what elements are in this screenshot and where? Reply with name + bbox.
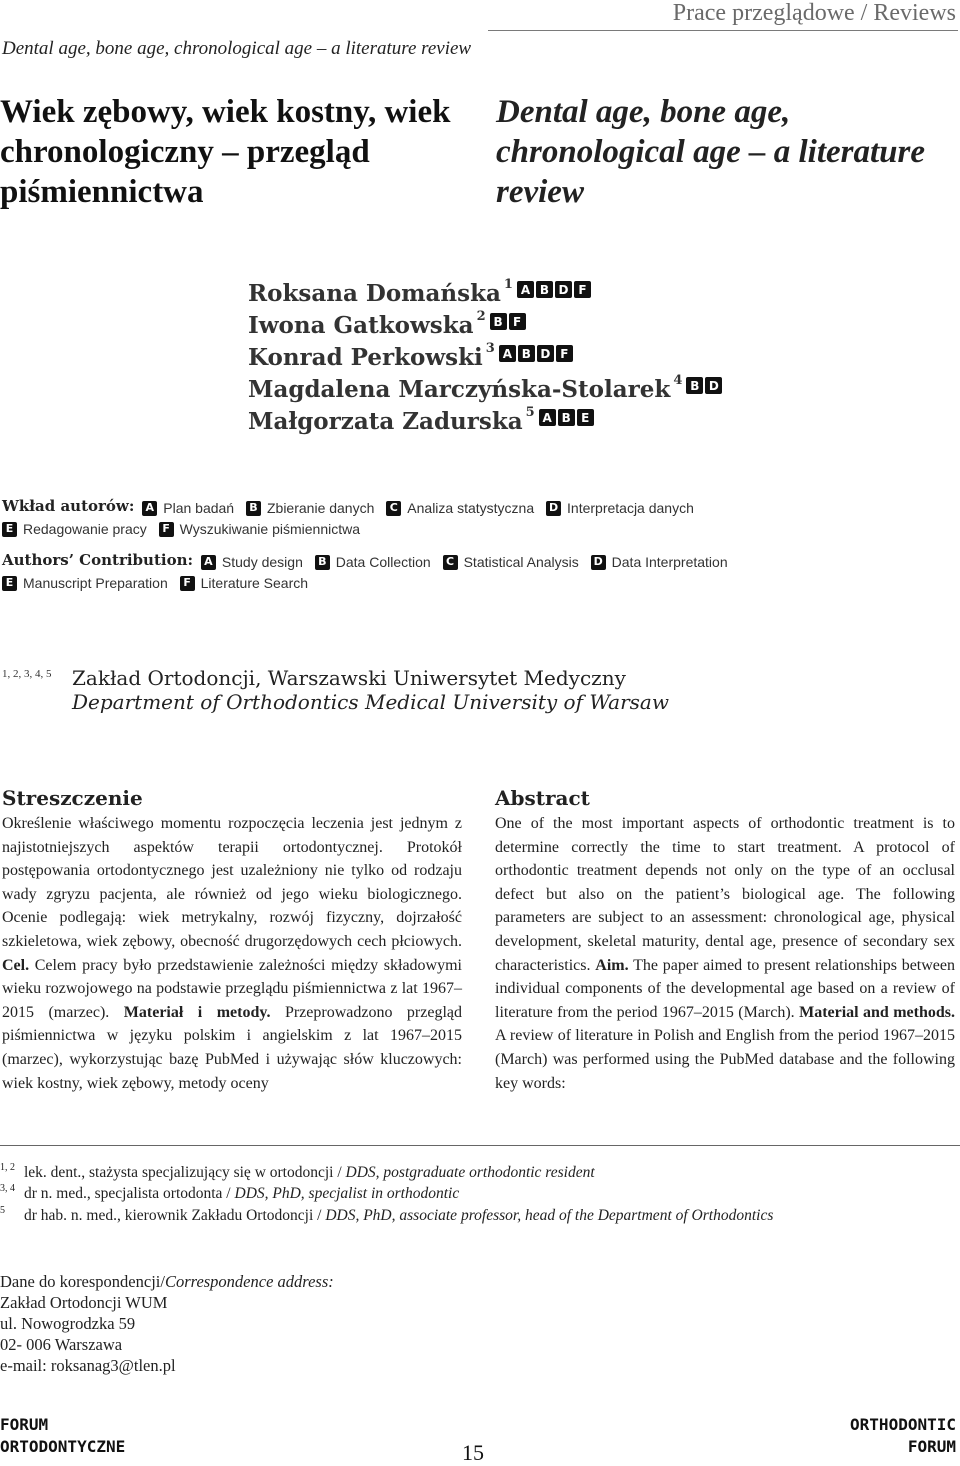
abstract-pl-body: [2, 812, 462, 1095]
footnote-text-italic: DDS, PhD, specjalist in orthodontic: [234, 1185, 460, 1202]
contribution-item: [2, 573, 168, 593]
title-english: Dental age, bone age, chronological age – a literature review: [496, 94, 925, 210]
contribution-item: [546, 498, 694, 518]
role-badge: D: [591, 555, 606, 570]
footer-journal-en: [850, 1414, 956, 1458]
role-badge: A: [539, 409, 556, 426]
role-badge: B: [686, 377, 703, 394]
footer-journal-line: FORUM: [907, 1437, 956, 1456]
correspondence-block: [0, 1271, 334, 1376]
contribution-label: Data Collection: [335, 554, 431, 570]
role-badge: F: [556, 345, 573, 362]
role-badge: F: [180, 576, 195, 591]
abstract-en-aim-label: Aim.: [595, 956, 629, 974]
correspondence-email[interactable]: e-mail: roksanag3@tlen.pl: [0, 1356, 176, 1375]
contribution-label: Plan badań: [163, 500, 235, 516]
role-badge: B: [246, 501, 261, 516]
role-badge: B: [490, 313, 507, 330]
abstract-pl-methods: Przeprowadzono przegląd piśmiennictwa w języku polskim i angielskim z lat 1967–2015 (marzec), wykorzystując bazę PubMed i używając słów kluczowych: wiek kostny, wiek zębowy, metody oceny: [2, 1003, 462, 1092]
contribution-label: Study design: [221, 554, 303, 570]
author: [248, 405, 722, 440]
role-badge: A: [201, 555, 216, 570]
contribution-item: [142, 498, 234, 518]
author-roles: [499, 345, 573, 362]
contribution-item: [246, 498, 374, 518]
author-roles: [490, 313, 526, 330]
abstract-en-heading: Abstract: [495, 786, 590, 810]
page-number: 15: [462, 1440, 484, 1465]
contribution-item: [2, 519, 147, 539]
role-badge: E: [577, 409, 594, 426]
abstract-en-aim: The paper aimed to present relationships between individual components of the developmental age based on a review of literature from the period 1967–2015 (March).: [495, 956, 956, 1021]
author-name: Konrad Perkowski: [248, 344, 483, 371]
abstract-en-intro: One of the most important aspects of orthodontic treatment is to determine correctly the time to start treatment. A protocol of orthodontic treatment depends not only on the type of an occlusal defect but also on the patient’s biological age. The following parameters are subject to an assessment: chronological age, physical development, skeletal maturity, dental age, presence of secondary sex characteristics.: [495, 815, 955, 974]
contribution-item: [591, 552, 728, 572]
correspondence-label-en: Correspondence address:: [164, 1272, 334, 1291]
role-badge: B: [315, 555, 330, 570]
author-affiliation-sup: 4: [673, 373, 683, 388]
contribution-legend-en: [2, 550, 736, 572]
role-badge: D: [537, 345, 554, 362]
abstract-pl-aim-label: Cel.: [2, 956, 30, 974]
role-badge: C: [443, 555, 458, 570]
role-badge: D: [705, 377, 722, 394]
role-badge: A: [142, 501, 157, 516]
section-label: Prace przeglądowe / Reviews: [672, 0, 956, 26]
contribution-lead: Wkład autorów:: [2, 497, 135, 515]
contribution-label: Analiza statystyczna: [407, 500, 535, 516]
author: [248, 309, 722, 344]
role-badge: D: [555, 281, 572, 298]
author-roles: [686, 377, 722, 394]
contribution-label: Redagowanie pracy: [23, 521, 147, 537]
footnote-text-italic: DDS, postgraduate orthodontic resident: [345, 1164, 595, 1181]
correspondence-line: 02- 006 Warszawa: [0, 1335, 123, 1354]
contribution-label: Interpretacja danych: [567, 500, 694, 516]
role-badge: F: [159, 522, 174, 537]
contribution-label: Manuscript Preparation: [23, 575, 168, 591]
author: [248, 373, 722, 408]
affiliation-english: Department of Orthodontics Medical University of Warsaw: [72, 690, 669, 714]
abstract-pl-intro: Określenie właściwego momentu rozpoczęcia leczenia jest jednym z najistotniejszych aspektów terapii ortodontycznej. Protokół postępowania ortodontycznego jest uzależniony nie tylko od rodzaju wady zgryzu pacjenta, ale również od jego wieku biologicznego. Ocenie podlegają: wiek metrykalny, rozwój fizyczny, dojrzałość szkieletowa, wiek zębowy, obecność drugorzędowych cech płciowych.: [2, 815, 462, 950]
footnote-text: dr n. med., specjalista ortodonta /: [24, 1185, 235, 1202]
contribution-legend-pl-row2: [2, 517, 368, 539]
author-roles: [539, 409, 594, 426]
correspondence-line: ul. Nowogrodzka 59: [0, 1314, 136, 1333]
abstract-en-methods: A review of literature in Polish and English from the period 1967–2015 (March) was performed using the PubMed database and the following key words:: [495, 1027, 955, 1092]
footnote-text: lek. dent., stażysta specjalizujący się w ortodoncji /: [24, 1164, 346, 1181]
role-badge: A: [499, 345, 516, 362]
header-rule: [488, 30, 958, 31]
author-affiliation-sup: 2: [476, 309, 486, 324]
role-badge: B: [536, 281, 553, 298]
footnote-text: dr hab. n. med., kierownik Zakładu Ortodoncji /: [24, 1207, 326, 1224]
footnote-sup: 3, 4: [0, 1183, 15, 1194]
contribution-item: [159, 519, 360, 539]
role-badge: F: [509, 313, 526, 330]
contribution-label: Statistical Analysis: [463, 554, 579, 570]
correspondence-line: Zakład Ortodoncji WUM: [0, 1293, 168, 1312]
author-name: Iwona Gatkowska: [248, 312, 474, 339]
contribution-item: [443, 552, 579, 572]
correspondence-label: [0, 1271, 334, 1292]
author-roles: [517, 281, 591, 298]
contribution-label: Data Interpretation: [611, 554, 728, 570]
author-affiliation-sup: 5: [525, 405, 535, 420]
contribution-lead: Authors’ Contribution:: [2, 551, 194, 569]
affiliation-sup: 1, 2, 3, 4, 5: [2, 668, 52, 680]
role-badge: A: [517, 281, 534, 298]
author-affiliation-sup: 1: [503, 277, 513, 292]
role-badge: B: [518, 345, 535, 362]
abstract-en-methods-label: Material and methods.: [799, 1003, 955, 1021]
author: [248, 341, 722, 376]
footer-journal-line: ORTHODONTIC: [850, 1415, 956, 1434]
contribution-item: [180, 573, 308, 593]
contribution-legend-pl: [2, 496, 702, 518]
footer-journal-line: ORTODONTYCZNE: [0, 1437, 126, 1456]
abstract-pl-aim: Celem pracy było przedstawienie zależności między składowymi wieku rozwojowego na podstawie przeglądu piśmiennictwa z lat 1967–2015 (marzec).: [2, 956, 462, 1021]
footnote: [0, 1164, 595, 1182]
author-name: Magdalena Marczyńska-Stolarek: [248, 376, 671, 403]
contribution-item: [201, 552, 303, 572]
affiliation-polish: Zakład Ortodoncji, Warszawski Uniwersytet Medyczny: [72, 666, 626, 690]
role-badge: F: [574, 281, 591, 298]
abstract-en-body: [495, 812, 955, 1095]
author: [248, 277, 722, 312]
running-head: Dental age, bone age, chronological age – a literature review: [2, 38, 472, 59]
title-polish: Wiek zębowy, wiek kostny, wiek chronologiczny – przegląd piśmiennictwa: [0, 94, 451, 210]
footnote: [0, 1185, 459, 1203]
footer-journal-pl: [0, 1414, 125, 1458]
role-badge: D: [546, 501, 561, 516]
correspondence-label-pl: Dane do korespondencji/: [0, 1272, 165, 1291]
role-badge: E: [2, 522, 17, 537]
footnote: [0, 1207, 773, 1225]
role-badge: B: [558, 409, 575, 426]
contribution-label: Literature Search: [200, 575, 309, 591]
author-name: Małgorzata Zadurska: [248, 408, 523, 435]
abstract-pl-heading: Streszczenie: [2, 786, 143, 810]
footnote-sup: 1, 2: [0, 1162, 15, 1173]
contribution-label: Wyszukiwanie piśmiennictwa: [179, 521, 361, 537]
footnote-text-italic: DDS, PhD, associate professor, head of the Department of Orthodontics: [325, 1207, 774, 1224]
abstract-pl-methods-label: Materiał i metody.: [123, 1003, 271, 1021]
contribution-item: [386, 498, 534, 518]
footnote-sup: 5: [0, 1205, 5, 1216]
role-badge: C: [386, 501, 401, 516]
role-badge: E: [2, 576, 17, 591]
contribution-item: [315, 552, 431, 572]
footnote-rule: [0, 1145, 960, 1146]
contribution-label: Zbieranie danych: [266, 500, 375, 516]
author-affiliation-sup: 3: [485, 341, 495, 356]
author-name: Roksana Domańska: [248, 280, 501, 307]
footer-journal-line: FORUM: [0, 1415, 49, 1434]
author-list: [248, 277, 722, 440]
contribution-legend-en-row2: [2, 571, 316, 593]
